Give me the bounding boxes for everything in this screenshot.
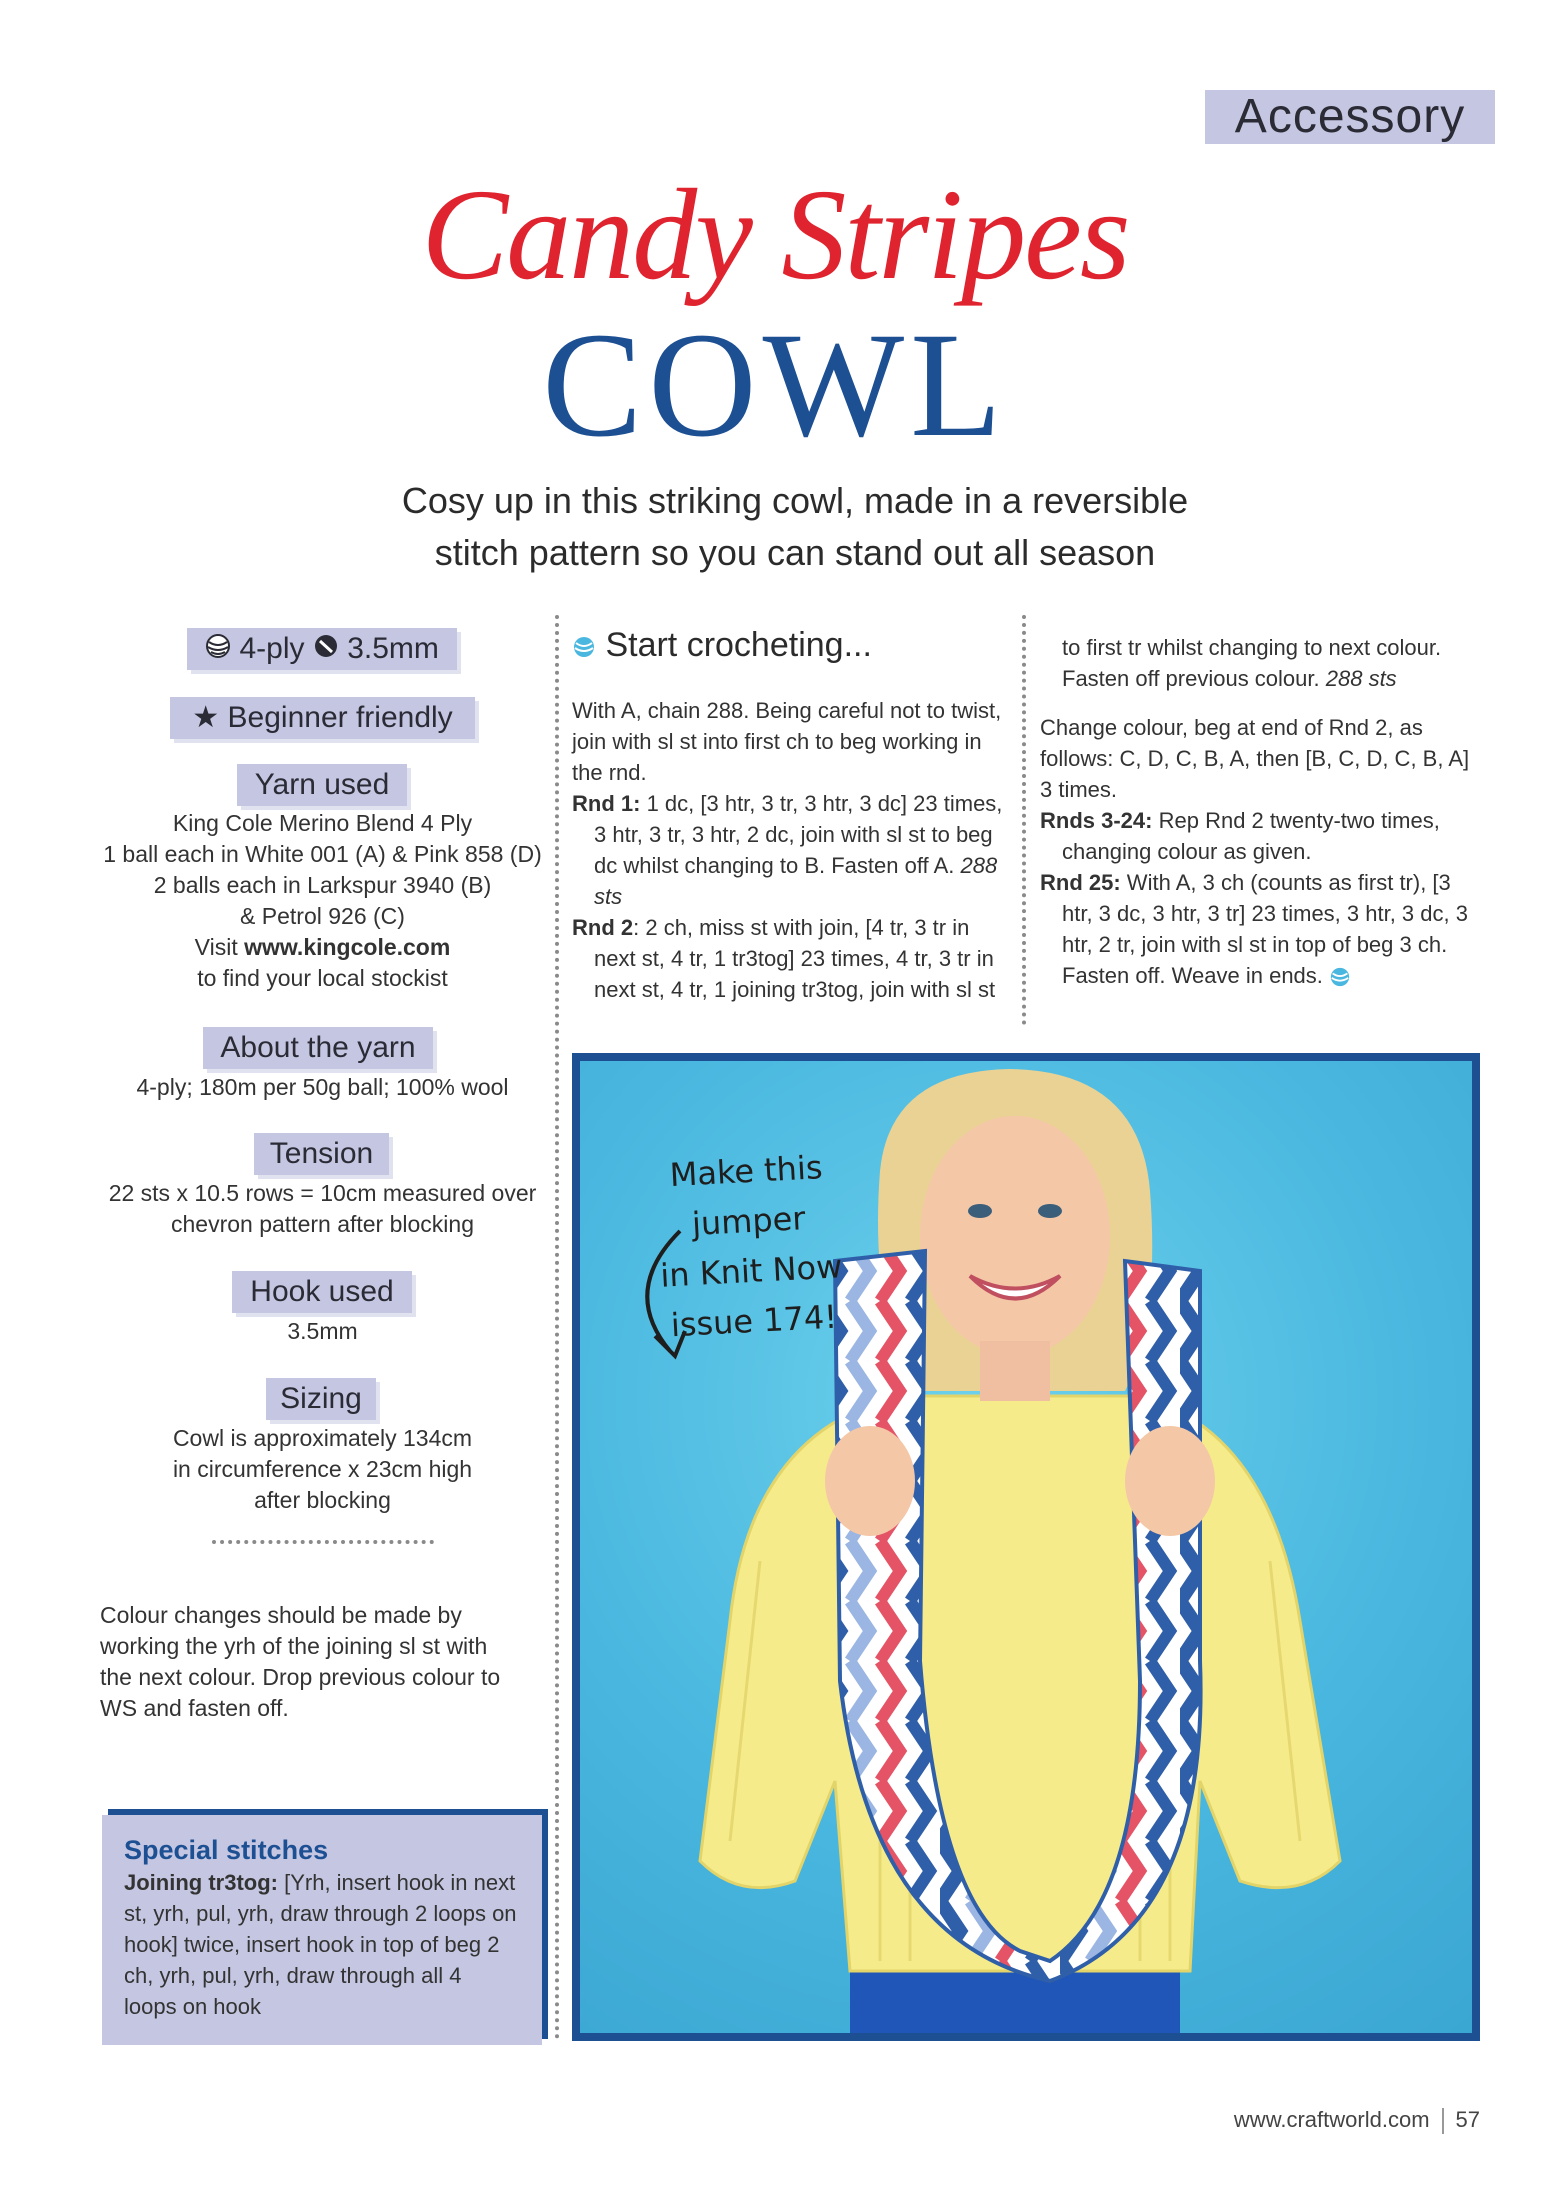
yarn-line: 1 ball each in White 001 (A) & Pink 858 (D)	[103, 841, 542, 867]
page-title: COWL	[542, 302, 1008, 468]
visit-line	[100, 932, 545, 963]
yarn-line: 2 balls each in Larkspur 3940 (B)	[153, 872, 492, 898]
rnd1-text: 1 dc, [3 htr, 3 tr, 3 htr, 3 dc] 23 times, 3 htr, 3 tr, 3 htr, 2 dc, join with sl st to beg dc whilst changing to B. Fasten off A.	[594, 791, 1003, 878]
rnd2-text: : 2 ch, miss st with join, [4 tr, 3 tr in next st, 4 tr, 1 tr3tog] 23 times, 4 tr, 3 tr in next st, 4 tr, 1 joining tr3tog, join with sl st	[594, 915, 996, 1002]
section-tag: Accessory	[1205, 90, 1495, 144]
star-icon: ★	[192, 701, 220, 734]
special-stitches-text	[124, 1867, 520, 2022]
title-script: Candy Stripes	[421, 163, 1129, 307]
about-yarn-label: About the yarn	[203, 1027, 433, 1069]
hook-used-text: 3.5mm	[287, 1318, 358, 1344]
stitch-term: Joining tr3tog:	[124, 1870, 278, 1895]
rnd25-text: With A, 3 ch (counts as first tr), [3 htr, 3 dc, 3 htr, 3 tr] 23 times, 3 htr, 3 dc, 3 htr, 2 tr, join with sl st in top of beg 3 ch. Fasten off. Weave in ends.	[1062, 870, 1468, 988]
instructions-column-1	[572, 695, 1012, 1005]
instructions-heading	[572, 622, 872, 668]
kingcole-link[interactable]: www.kingcole.com	[244, 934, 451, 960]
about-yarn-text: 4-ply; 180m per 50g ball; 100% wool	[136, 1074, 509, 1100]
change-colour-paragraph: Change colour, beg at end of Rnd 2, as follows: C, D, C, B, A, then [B, C, D, C, B, A] 3 times.	[1040, 715, 1470, 802]
footer-url[interactable]: www.craftworld.com	[1233, 2107, 1430, 2132]
tension-text	[100, 1178, 545, 1240]
model-photo	[572, 1053, 1480, 2041]
end-mark-icon	[1329, 963, 1351, 988]
face	[920, 1116, 1110, 1356]
stitch-description: [Yrh, insert hook in next st, yrh, pul, yrh, draw through 2 loops on hook] twice, insert hook in top of beg 2 ch, yrh, pul, yrh, draw through all 4 loops on hook	[124, 1870, 517, 2019]
right-hand	[1125, 1426, 1215, 1536]
page-number: 57	[1455, 2107, 1480, 2132]
rnds3-24-paragraph	[1040, 805, 1480, 867]
photo-backdrop	[580, 1061, 1472, 2033]
yarn-used-label: Yarn used	[237, 764, 407, 806]
visit-prefix: Visit	[194, 934, 245, 960]
footer	[1234, 2107, 1480, 2134]
yarn-ball-icon	[205, 629, 231, 671]
yarn-ball-icon	[572, 626, 605, 664]
rnds3-24-label: Rnds 3-24:	[1040, 808, 1153, 833]
rnd2-continuation	[1040, 632, 1480, 694]
ply-label: 4-ply	[239, 632, 305, 665]
tension-label: Tension	[254, 1133, 389, 1175]
sizing-text	[100, 1423, 545, 1516]
rnds3-24-text: Rep Rnd 2 twenty-two times, changing colour as given.	[1062, 808, 1440, 864]
yarn-used-details	[100, 808, 545, 994]
tension-line: 22 sts x 10.5 rows = 10cm measured over	[108, 1180, 537, 1206]
rnd25-paragraph	[1040, 867, 1480, 991]
divider	[212, 1540, 434, 1544]
intro-paragraph: With A, chain 288. Being careful not to twist, join with sl st into first ch to beg working in the rnd.	[572, 698, 1002, 785]
standfirst-line: stitch pattern so you can stand out all season	[434, 532, 1156, 573]
jumper-callout	[615, 1139, 885, 1352]
stockist-line: to find your local stockist	[197, 965, 448, 991]
hook-size-label: 3.5mm	[347, 632, 439, 665]
instructions-heading-text: Start crocheting...	[605, 626, 872, 664]
sizing-line: in circumference x 23cm high	[172, 1456, 473, 1482]
tension-line: chevron pattern after blocking	[170, 1211, 474, 1237]
rnd2-label: Rnd 2	[572, 915, 634, 940]
yellow-jumper	[700, 1396, 1340, 1971]
sizing-line: after blocking	[254, 1487, 391, 1513]
rnd1-sts: 288 sts	[594, 853, 998, 909]
callout-line: Make this jumper	[668, 1148, 824, 1243]
rnd2-cont-text: to first tr whilst changing to next colour. Fasten off previous colour.	[1062, 635, 1442, 691]
rnd25-label: Rnd 25:	[1040, 870, 1121, 895]
hook-used-label: Hook used	[232, 1271, 412, 1313]
sizing-line: Cowl is approximately 134cm	[172, 1425, 473, 1451]
colour-change-note: Colour changes should be made by working the yrh of the joining sl st with the next colour. Drop previous colour to WS and fasten off.	[100, 1602, 501, 1721]
yarn-line: & Petrol 926 (C)	[240, 903, 405, 929]
rnd2-paragraph	[572, 912, 1012, 1005]
rnd1-paragraph	[572, 788, 1012, 912]
standfirst	[250, 475, 1340, 579]
instructions-column-2	[1040, 632, 1480, 991]
left-hand	[825, 1426, 915, 1536]
special-stitches-box	[102, 1815, 542, 2045]
standfirst-line: Cosy up in this striking cowl, made in a reversible	[401, 480, 1189, 521]
special-stitches-heading: Special stitches	[124, 1835, 329, 1865]
callout-line: in Knit Now	[659, 1247, 844, 1295]
sizing-label: Sizing	[266, 1378, 376, 1420]
crochet-hook-icon	[313, 629, 339, 671]
level-badge	[170, 697, 475, 739]
column-divider	[555, 615, 559, 2040]
rnd2-sts: 288 sts	[1325, 666, 1397, 691]
callout-line: issue 174!	[669, 1297, 838, 1345]
spec-badge	[187, 628, 457, 670]
level-label: Beginner friendly	[227, 701, 453, 734]
column-divider	[1022, 615, 1026, 1025]
rnd1-label: Rnd 1:	[572, 791, 641, 816]
footer-separator	[1442, 2108, 1444, 2134]
yarn-line: King Cole Merino Blend 4 Ply	[172, 810, 473, 836]
